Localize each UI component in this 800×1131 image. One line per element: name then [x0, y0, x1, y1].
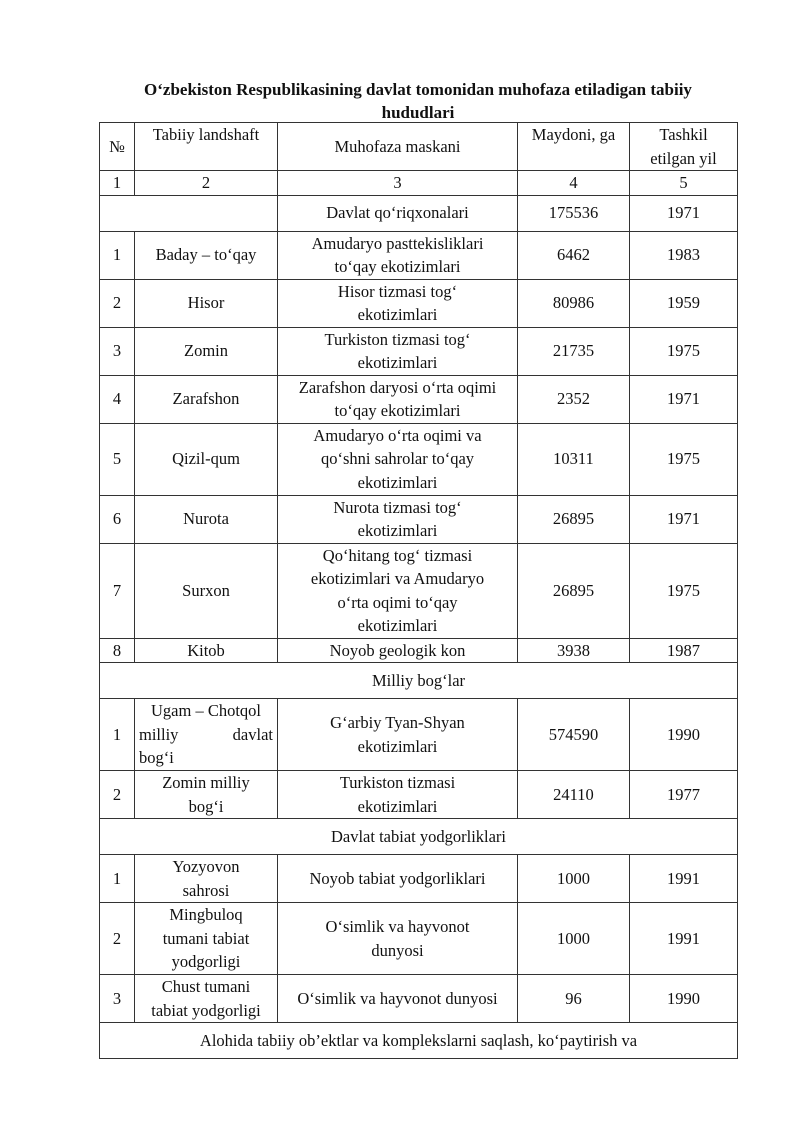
- row-num: 5: [100, 423, 135, 495]
- table-row: [100, 231, 738, 279]
- row-name: Zomin: [135, 327, 278, 375]
- row-num: 7: [100, 543, 135, 638]
- row-place: Turkiston tizmasi tog‘ ekotizimlari: [278, 327, 518, 375]
- table-row: [100, 903, 738, 975]
- row-area: 21735: [518, 327, 630, 375]
- row-place: Turkiston tizmasi ekotizimlari: [278, 771, 518, 819]
- table-row: [100, 699, 738, 771]
- header-landscape: Tabiiy landshaft: [135, 123, 278, 171]
- row-name: Zarafshon: [135, 375, 278, 423]
- row-year: 1990: [630, 975, 738, 1023]
- row-place: Noyob geologik kon: [278, 638, 518, 663]
- row-num: 1: [100, 231, 135, 279]
- col-number: 2: [135, 171, 278, 196]
- row-name: Yozyovon sahrosi: [135, 855, 278, 903]
- section-row-parks: [100, 663, 738, 699]
- row-name: Kitob: [135, 638, 278, 663]
- col-number: 4: [518, 171, 630, 196]
- row-name: Mingbuloq tumani tabiat yodgorligi: [135, 903, 278, 975]
- row-year: 1991: [630, 855, 738, 903]
- row-year: 1991: [630, 903, 738, 975]
- row-place: Nurota tizmasi tog‘ ekotizimlari: [278, 495, 518, 543]
- protected-areas-table: [99, 122, 738, 1059]
- row-num: 6: [100, 495, 135, 543]
- row-year: 1975: [630, 543, 738, 638]
- row-place: Zarafshon daryosi o‘rta oqimi to‘qay ekotizimlari: [278, 375, 518, 423]
- section-total-year: 1971: [630, 195, 738, 231]
- row-place: Noyob tabiat yodgorliklari: [278, 855, 518, 903]
- row-area: 1000: [518, 855, 630, 903]
- row-num: 3: [100, 327, 135, 375]
- row-num: 2: [100, 771, 135, 819]
- title-line-2: hududlari: [381, 103, 455, 122]
- row-area: 26895: [518, 543, 630, 638]
- section-row-last: [100, 1023, 738, 1059]
- document-title: [100, 78, 736, 124]
- section-row-monuments: [100, 819, 738, 855]
- table-row: [100, 771, 738, 819]
- row-name: Hisor: [135, 279, 278, 327]
- row-place: Amudaryo pasttekisliklari to‘qay ekotizimlari: [278, 231, 518, 279]
- table-row: [100, 975, 738, 1023]
- row-num: 1: [100, 855, 135, 903]
- section-row-reserves: [100, 195, 738, 231]
- column-number-row: [100, 171, 738, 196]
- row-year: 1990: [630, 699, 738, 771]
- col-number: 3: [278, 171, 518, 196]
- table-row: [100, 638, 738, 663]
- table-row: [100, 423, 738, 495]
- row-area: 3938: [518, 638, 630, 663]
- row-area: 2352: [518, 375, 630, 423]
- row-name: Nurota: [135, 495, 278, 543]
- row-area: 1000: [518, 903, 630, 975]
- row-year: 1983: [630, 231, 738, 279]
- row-name: Baday – to‘qay: [135, 231, 278, 279]
- row-area: 80986: [518, 279, 630, 327]
- row-name: Surxon: [135, 543, 278, 638]
- table-row: [100, 855, 738, 903]
- row-area: 574590: [518, 699, 630, 771]
- row-area: 6462: [518, 231, 630, 279]
- row-name: Chust tumani tabiat yodgorligi: [135, 975, 278, 1023]
- row-area: 26895: [518, 495, 630, 543]
- header-area: Maydoni, ga: [518, 123, 630, 171]
- section-title: Alohida tabiiy ob’ektlar va komplekslarni saqlash, ko‘paytirish va: [100, 1023, 738, 1059]
- table-header-row: [100, 123, 738, 171]
- row-area: 10311: [518, 423, 630, 495]
- row-year: 1971: [630, 375, 738, 423]
- row-num: 2: [100, 903, 135, 975]
- col-number: 1: [100, 171, 135, 196]
- row-name: Zomin milliy bog‘i: [135, 771, 278, 819]
- section-total-area: 175536: [518, 195, 630, 231]
- header-year: Tashkil etilgan yil: [630, 123, 738, 171]
- row-num: 8: [100, 638, 135, 663]
- row-year: 1977: [630, 771, 738, 819]
- section-title: Davlat qo‘riqxonalari: [278, 195, 518, 231]
- row-num: 1: [100, 699, 135, 771]
- row-name: Qizil-qum: [135, 423, 278, 495]
- row-place: Hisor tizmasi tog‘ ekotizimlari: [278, 279, 518, 327]
- table-row: [100, 495, 738, 543]
- row-name: Ugam – Chotqol milliy davlat bog‘i: [135, 699, 278, 771]
- header-place: Muhofaza maskani: [278, 123, 518, 171]
- row-area: 96: [518, 975, 630, 1023]
- section-title: Davlat tabiat yodgorliklari: [100, 819, 738, 855]
- col-number: 5: [630, 171, 738, 196]
- row-year: 1975: [630, 423, 738, 495]
- title-line-1: O‘zbekiston Respublikasining davlat tomonidan muhofaza etiladigan tabiiy: [144, 80, 692, 99]
- row-year: 1971: [630, 495, 738, 543]
- row-num: 4: [100, 375, 135, 423]
- row-num: 3: [100, 975, 135, 1023]
- table-row: [100, 543, 738, 638]
- row-area: 24110: [518, 771, 630, 819]
- table-row: [100, 327, 738, 375]
- header-num: №: [100, 123, 135, 171]
- table-row: [100, 279, 738, 327]
- row-num: 2: [100, 279, 135, 327]
- row-year: 1959: [630, 279, 738, 327]
- row-place: O‘simlik va hayvonot dunyosi: [278, 975, 518, 1023]
- table-row: [100, 375, 738, 423]
- row-place: Qo‘hitang tog‘ tizmasi ekotizimlari va Amudaryo o‘rta oqimi to‘qay ekotizimlari: [278, 543, 518, 638]
- section-title: Milliy bog‘lar: [100, 663, 738, 699]
- row-place: G‘arbiy Tyan-Shyan ekotizimlari: [278, 699, 518, 771]
- row-year: 1975: [630, 327, 738, 375]
- row-place: O‘simlik va hayvonot dunyosi: [278, 903, 518, 975]
- row-place: Amudaryo o‘rta oqimi va qo‘shni sahrolar to‘qay ekotizimlari: [278, 423, 518, 495]
- row-year: 1987: [630, 638, 738, 663]
